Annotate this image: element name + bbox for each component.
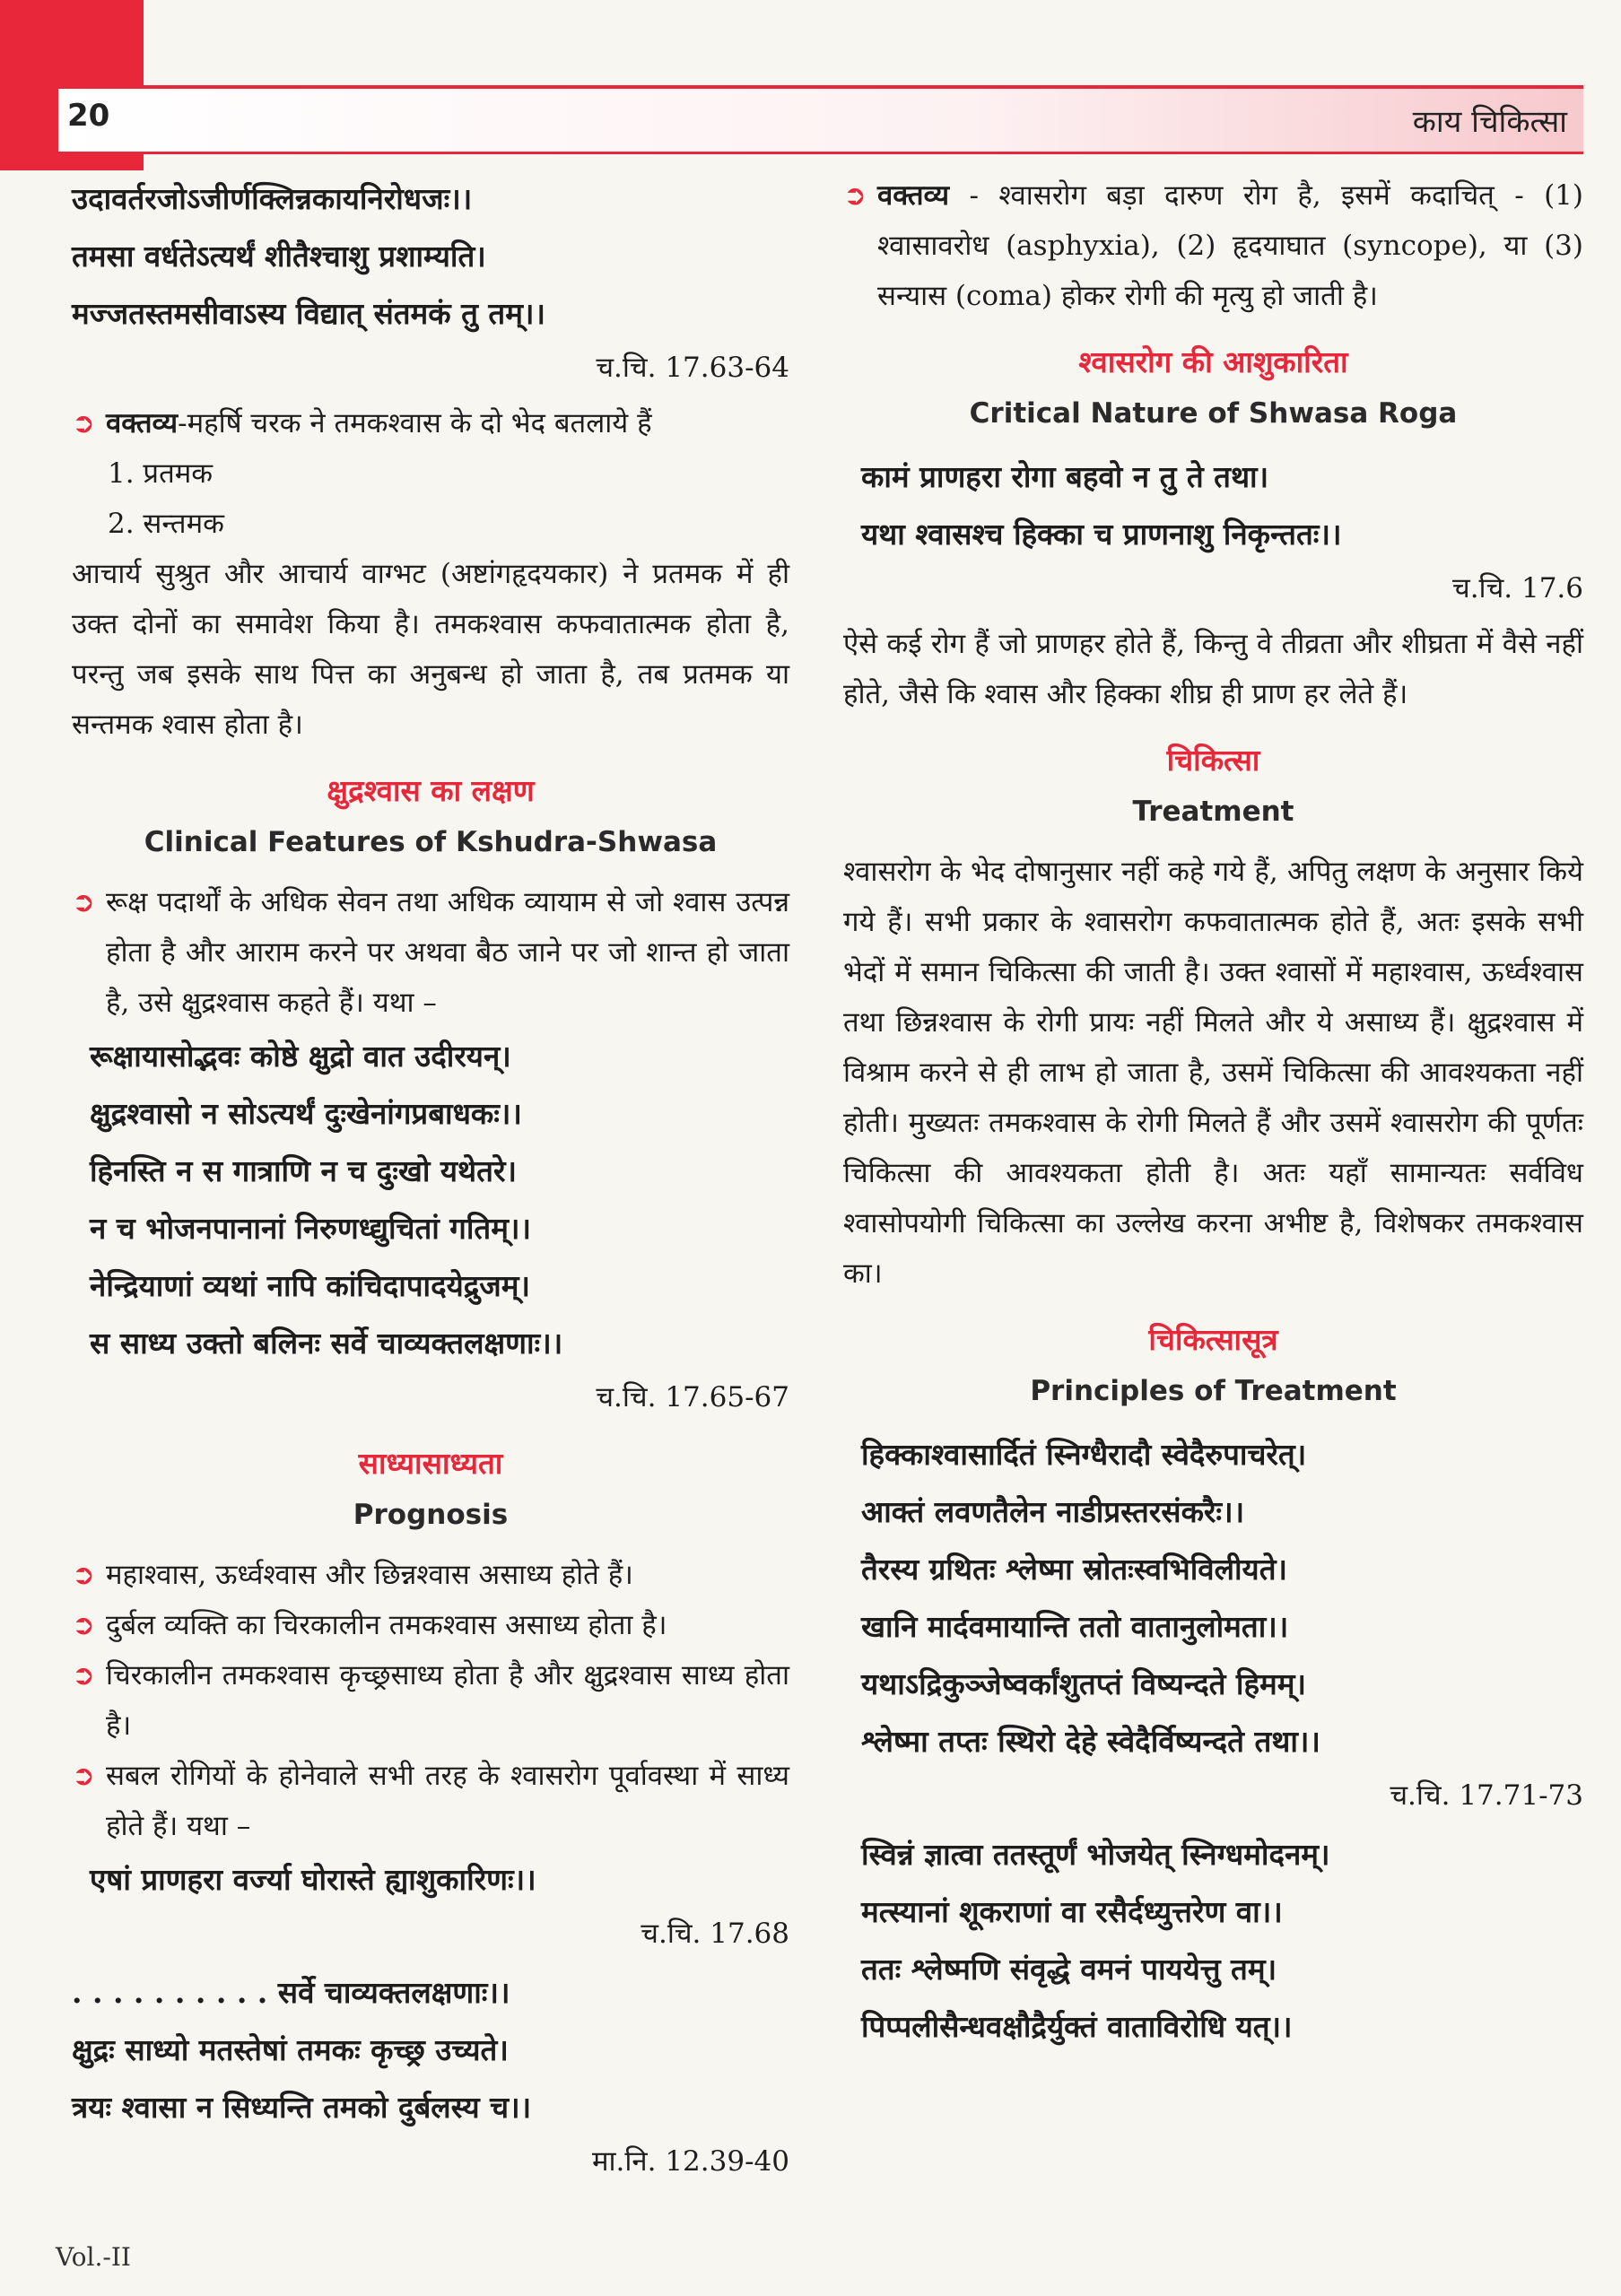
verse-block	[72, 170, 789, 343]
verse-line: स साध्य उक्तो बलिनः सर्वे चाव्यक्तलक्षणाः।।	[90, 1326, 563, 1361]
section-subtitle: Clinical Features of Kshudra-Shwasa	[144, 826, 718, 858]
verse-line: . . . . . . . . . . सर्वे चाव्यक्तलक्षणाः।।	[72, 1975, 510, 2010]
verse-line: आक्तं लवणतैलेन नाडीप्रस्तरसंकरैः।।	[861, 1494, 1245, 1529]
right-column	[843, 170, 1583, 2056]
verse-line: तमसा वर्धतेऽत्यर्थं शीतैश्चाशु प्रशाम्यति।	[72, 239, 486, 274]
verse-line: मत्स्यानां शूकराणां वा रसैर्दध्युत्तरेण वा।।	[861, 1894, 1283, 1929]
section-title: क्षुद्रश्वास का लक्षण	[327, 773, 535, 808]
running-head: काय चिकित्सा	[1412, 104, 1567, 140]
volume-label: Vol.-II	[56, 2242, 131, 2272]
section-subtitle: Prognosis	[353, 1499, 509, 1531]
page-header	[58, 85, 1583, 154]
section-title: साध्यासाध्यता	[358, 1446, 503, 1481]
bullet-text: चिरकालीन तमकश्वास कृच्छ्रसाध्य होता है और क्षुद्रश्वास साध्य होता है।	[106, 1659, 789, 1742]
verse-line: न च भोजनपानानां निरुणध्द्युचितां गतिम्।।	[90, 1211, 531, 1246]
verse-block	[843, 1426, 1583, 1770]
section-title: चिकित्सा	[1166, 743, 1260, 778]
verse-line: ततः श्लेष्मणि संवृद्धे वमनं पाययेत्तु तम्।	[861, 1952, 1277, 1987]
section-subtitle: Principles of Treatment	[1030, 1375, 1397, 1407]
bullet-item	[72, 877, 789, 1028]
verse-line: खानि मार्दवमायान्ति ततो वातानुलोमता।।	[861, 1609, 1289, 1644]
verse-line: यथा श्वासश्च हिक्का च प्राणनाशु निकृन्ततः।।	[861, 517, 1342, 552]
verse-line: तैरस्य ग्रथितः श्लेष्मा स्रोतःस्वभिविलीयते।	[861, 1552, 1288, 1587]
verse-reference: च.चि. 17.68	[641, 1918, 789, 1950]
verse-line: श्लेष्मा तप्तः स्थिरो देहे स्वेदैर्विष्यन्दते तथा।।	[861, 1724, 1320, 1759]
arrow-bullet-icon: ➲	[72, 886, 95, 918]
arrow-bullet-icon: ➲	[72, 1559, 95, 1591]
note-label: वक्तव्य	[877, 179, 950, 212]
note-paragraph	[843, 170, 1583, 321]
verse-line: एषां प्राणहरा वर्ज्या घोरास्ते ह्याशुकारिणः।।	[90, 1862, 536, 1897]
note-paragraph	[72, 398, 789, 448]
left-column	[72, 170, 789, 2192]
verse-reference: मा.नि. 12.39-40	[591, 2145, 789, 2178]
arrow-bullet-icon: ➲	[72, 407, 95, 439]
bullet-text: रूक्ष पदार्थों के अधिक सेवन तथा अधिक व्यायाम से जो श्वास उत्पन्न होता है और आराम करने पर अथवा बैठ जाने पर जो शान्त हो जाता है, उसे क्षुद्रश्वास कहते हैं। यथा –	[106, 886, 789, 1019]
body-paragraph: आचार्य सुश्रुत और आचार्य वाग्भट (अष्टांगहृदयकार) ने प्रतमक में ही उक्त दोनों का समावेश किया है। तमकश्वास कफवातात्मक होता है, परन्तु जब इसके साथ पित्त का अनुबन्ध हो जाता है, तब प्रतमक या सन्तमक श्वास होता है।	[72, 558, 789, 741]
bullet-item	[72, 1751, 789, 1851]
verse-line: कामं प्राणहरा रोगा बहवो न तु ते तथा।	[861, 459, 1269, 494]
bullet-text: सबल रोगियों के होनेवाले सभी तरह के श्वासरोग पूर्वावस्था में साध्य होते हैं। यथा –	[106, 1760, 789, 1842]
section-title: चिकित्सासूत्र	[1148, 1322, 1278, 1357]
note-label: वक्तव्य	[106, 407, 179, 439]
arrow-bullet-icon: ➲	[843, 179, 867, 212]
verse-line: पिप्पलीसैन्धवक्षौद्रैर्युक्तं वाताविरोधि यत्।।	[861, 2009, 1293, 2044]
body-paragraph: श्वासरोग के भेद दोषानुसार नहीं कहे गये हैं, अपितु लक्षण के अनुसार किये गये हैं। सभी प्रकार के श्वासरोग कफवातात्मक होते हैं, अतः इसके सभी भेदों में समान चिकित्सा की जाती है। उक्त श्वासों में महाश्वास, ऊर्ध्वश्वास तथा छिन्नश्वास के रोगी प्रायः नहीं मिलते और ये असाध्य हैं। क्षुद्रश्वास में विश्राम करने से ही लाभ हो जाता है, उसमें चिकित्सा की आवश्यकता नहीं होती। मुख्यतः तमकश्वास के रोगी मिलते हैं और उसमें श्वासरोग की पूर्णतः चिकित्सा की आवश्यकता होती है। अतः यहाँ सामान्यतः सर्वविध श्वासोपयोगी चिकित्सा का उल्लेख करना अभीष्ट है, विशेषकर तमकश्वास का।	[843, 856, 1583, 1290]
page-number: 20	[67, 98, 110, 134]
verse-line: हिनस्ति न स गात्राणि न च दुःखो यथेतरे।	[90, 1153, 517, 1188]
arrow-bullet-icon: ➲	[72, 1609, 95, 1641]
note-text: - श्वासरोग बड़ा दारुण रोग है, इसमें कदाचित् - (1) श्वासावरोध (asphyxia), (2) हृदयाघात (syncope), या (3) सन्यास (coma) होकर रोगी की मृत्यु हो जाती है।	[877, 179, 1583, 312]
list-item: 1. प्रतमक	[108, 457, 214, 490]
bullet-text: महाश्वास, ऊर्ध्वश्वास और छिन्नश्वास असाध्य होते हैं।	[106, 1559, 633, 1591]
bullet-item	[72, 1550, 789, 1600]
bullet-item	[72, 1600, 789, 1650]
body-paragraph: ऐसे कई रोग हैं जो प्राणहर होते हैं, किन्तु वे तीव्रता और शीघ्रता में वैसे नहीं होते, जैसे कि श्वास और हिक्का शीघ्र ही प्राण हर लेते हैं।	[843, 628, 1583, 710]
arrow-bullet-icon: ➲	[72, 1659, 95, 1692]
verse-block	[843, 1826, 1583, 2056]
verse-line: नेन्द्रियाणां व्यथां नापि कांचिदापादयेद्रुजम्।	[90, 1268, 531, 1303]
section-title: श्वासरोग की आशुकारिता	[1078, 344, 1348, 379]
verse-reference: च.चि. 17.71-73	[1390, 1779, 1583, 1812]
verse-block	[843, 448, 1583, 563]
verse-line: हिक्काश्वासार्दितं स्निग्धैरादौ स्वेदैरुपाचरेत्।	[861, 1437, 1307, 1472]
verse-line: त्रयः श्वासा न सिध्यन्ति तमको दुर्बलस्य च।।	[72, 2090, 532, 2125]
verse-line: रूक्षायासोद्भवः कोष्ठे क्षुद्रो वात उदीरयन्।	[90, 1039, 511, 1074]
verse-reference: च.चि. 17.65-67	[596, 1381, 789, 1413]
bullet-item	[72, 1650, 789, 1751]
verse-line: स्विन्नं ज्ञात्वा ततस्तूर्णं भोजयेत् स्निग्धमोदनम्।	[861, 1837, 1330, 1872]
verse-block	[72, 1028, 789, 1372]
note-text: -महर्षि चरक ने तमकश्वास के दो भेद बतलाये हैं	[178, 407, 652, 439]
verse-line: क्षुद्रश्वासो न सोऽत्यर्थं दुःखेनांगप्रबाधकः।।	[90, 1096, 522, 1131]
verse-line: यथाऽद्रिकुञ्जेष्वर्कांशुतप्तं विष्यन्दते हिमम्।	[861, 1666, 1306, 1701]
list-item: 2. सन्तमक	[108, 508, 224, 540]
bullet-text: दुर्बल व्यक्ति का चिरकालीन तमकश्वास असाध्य होता है।	[106, 1609, 667, 1641]
arrow-bullet-icon: ➲	[72, 1760, 95, 1792]
verse-line: उदावर्तरजोऽजीर्णक्लिन्नकायनिरोधजः।।	[72, 181, 473, 216]
verse-line: क्षुद्रः साध्यो मतस्तेषां तमकः कृच्छ्र उच्यते।	[72, 2032, 509, 2067]
section-subtitle: Treatment	[1132, 796, 1294, 828]
section-subtitle: Critical Nature of Shwasa Roga	[969, 397, 1458, 430]
verse-block	[72, 1964, 789, 2136]
verse-line: मज्जतस्तमसीवाऽस्य विद्यात् संतमकं तु तम्।।	[72, 296, 545, 331]
verse-reference: च.चि. 17.63-64	[596, 352, 789, 384]
verse-reference: च.चि. 17.6	[1452, 572, 1583, 604]
